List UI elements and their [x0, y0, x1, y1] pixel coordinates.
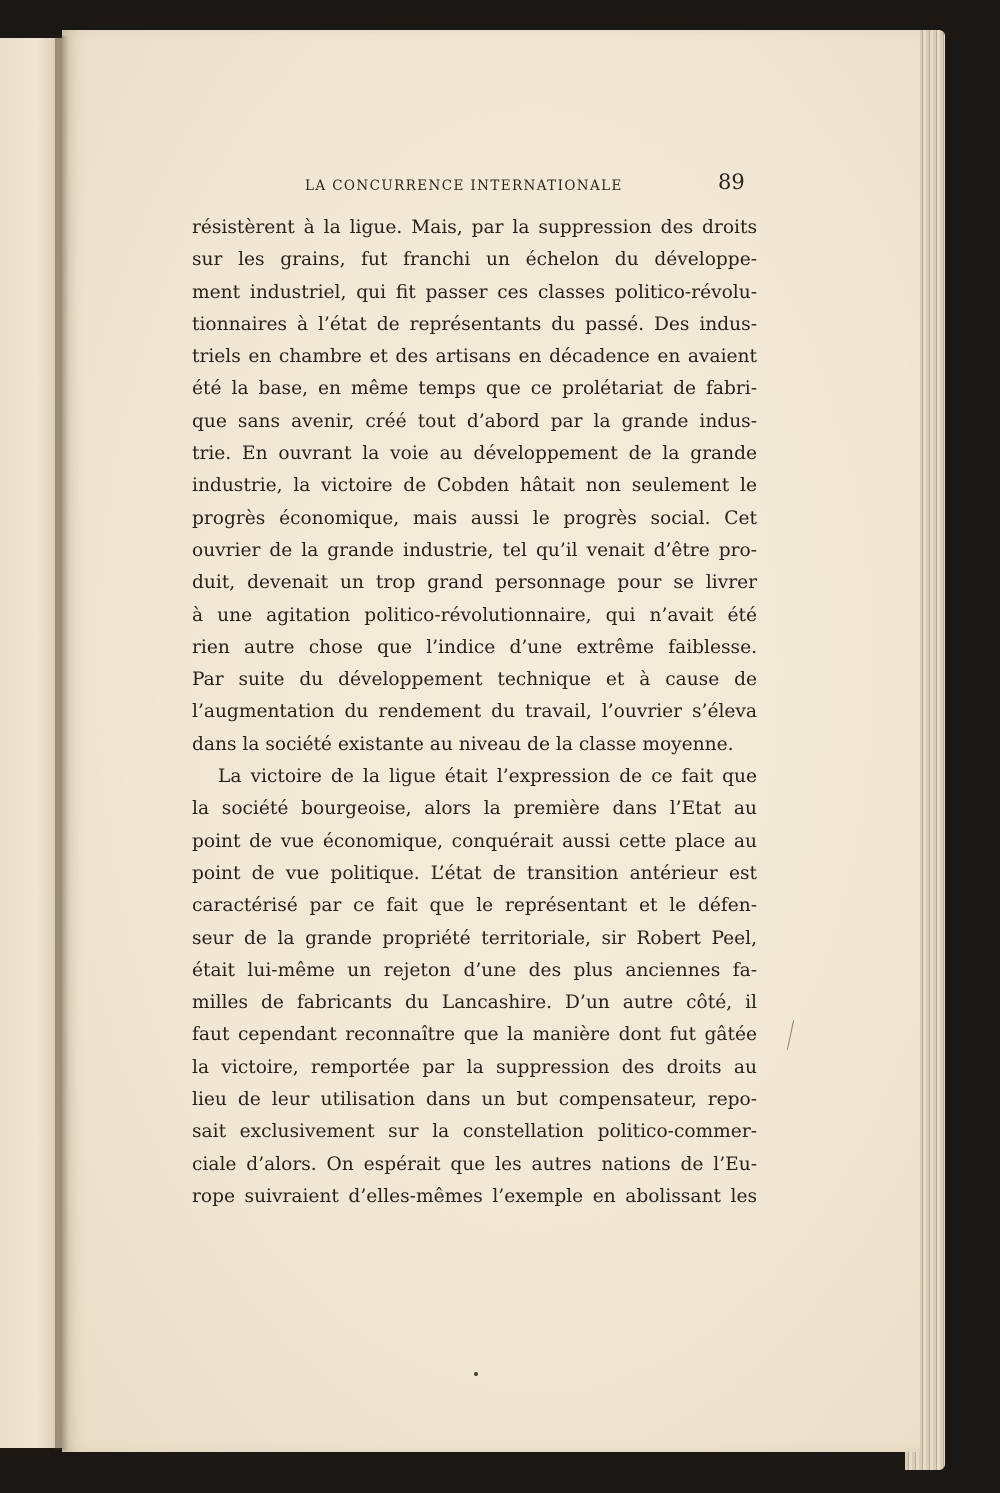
gutter-shadow	[55, 36, 69, 1450]
text-line-paragraph-end: dans la société existante au niveau de la classe moyenne.	[192, 733, 734, 755]
text-line: duit, devenait un trop grand personnage pour se livrer	[192, 572, 757, 594]
text-line: à une agitation politico-révolutionnaire, qui n’avait été	[192, 604, 757, 626]
text-line: milles de fabricants du Lancashire. D’un autre côté, il	[192, 992, 757, 1014]
text-line: progrès économique, mais aussi le progrès social. Cet	[192, 507, 757, 529]
text-line: seur de la grande propriété territoriale, sir Robert Peel,	[192, 927, 757, 949]
text-line: faut cependant reconnaître que la manière dont fut gâtée	[192, 1024, 757, 1046]
left-page-edge	[0, 38, 62, 1448]
text-line: la victoire, remportée par la suppression des droits au	[192, 1056, 757, 1078]
text-line: résistèrent à la ligue. Mais, par la suppression des droits	[192, 217, 757, 238]
text-line: lieu de leur utilisation dans un but compensateur, repo-	[192, 1089, 757, 1111]
text-line: triels en chambre et des artisans en décadence en avaient	[192, 346, 757, 368]
text-line: point de vue économique, conquérait aussi cette place au	[192, 830, 757, 852]
body-text	[192, 212, 757, 1213]
running-header: LA CONCURRENCE INTERNATIONALE	[305, 178, 623, 194]
text-line: été la base, en même temps que ce prolétariat de fabri-	[192, 378, 757, 400]
text-line-paragraph-start: La victoire de la ligue était l’expression de ce fait que	[218, 766, 757, 788]
text-line: ment industriel, qui fit passer ces classes politico-révolu-	[192, 281, 757, 303]
text-line: rope suivraient d’elles-mêmes l’exemple en abolissant les	[192, 1185, 757, 1207]
text-line: était lui-même un rejeton d’une des plus anciennes fa-	[192, 959, 757, 981]
text-line: industrie, la victoire de Cobden hâtait non seulement le	[192, 475, 757, 497]
page-number: 89	[718, 170, 745, 194]
ink-speck	[474, 1372, 478, 1376]
text-line: rien autre chose que l’indice d’une extrême faiblesse.	[192, 636, 757, 658]
text-line: sur les grains, fut franchi un échelon du développe-	[192, 249, 757, 271]
text-line: l’augmentation du rendement du travail, l’ouvrier s’éleva	[192, 701, 757, 723]
text-line: Par suite du développement technique et à cause de	[192, 669, 757, 691]
text-line: point de vue politique. L’état de transition antérieur est	[192, 862, 757, 884]
text-line: caractérisé par ce fait que le représentant et le défen-	[192, 895, 757, 917]
text-line: la société bourgeoise, alors la première dans l’Etat au	[192, 798, 757, 820]
text-line: sait exclusivement sur la constellation politico-commer-	[192, 1121, 757, 1143]
text-line: que sans avenir, créé tout d’abord par la grande indus-	[192, 410, 757, 432]
text-line: tionnaires à l’état de représentants du passé. Des indus-	[192, 313, 757, 335]
text-line: trie. En ouvrant la voie au développement de la grande	[192, 443, 757, 465]
text-line: ciale d’alors. On espérait que les autres nations de l’Eu-	[192, 1153, 757, 1175]
text-line: ouvrier de la grande industrie, tel qu’il venait d’être pro-	[192, 539, 757, 561]
